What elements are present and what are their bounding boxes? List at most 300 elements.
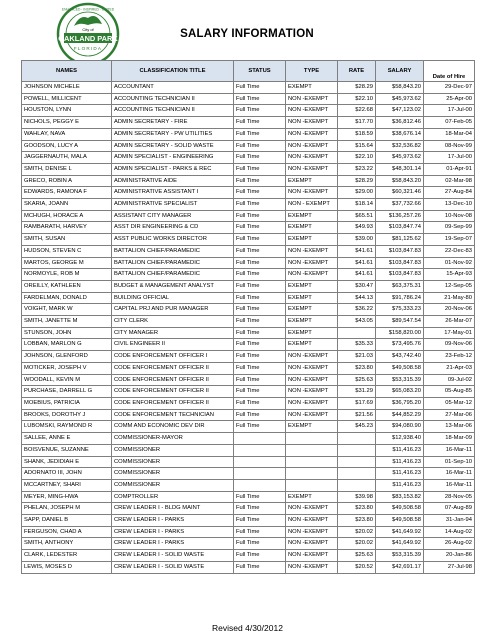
cell-rate: $43.05 (338, 316, 376, 328)
cell-date-of-hire: 02-Mar-98 (424, 175, 475, 187)
col-header-classification: CLASSIFICATION TITLE (112, 61, 234, 82)
cell-type: NON -EXEMPT (286, 269, 338, 281)
cell-type: NON -EXEMPT (286, 257, 338, 269)
cell-type: EXEMPT (286, 210, 338, 222)
cell-date-of-hire: 17-May-01 (424, 327, 475, 339)
cell-classification: COMM AND ECONOMIC DEV DIR (112, 421, 234, 433)
cell-name: SALLEE, ANNE E (22, 433, 112, 445)
cell-name: MOTICKER, JOSEPH V (22, 362, 112, 374)
cell-salary: $11,416.23 (376, 456, 424, 468)
cell-salary: $103,847.83 (376, 269, 424, 281)
col-header-names: NAMES (22, 61, 112, 82)
table-row (22, 386, 475, 398)
table-row (22, 93, 475, 105)
cell-type: NON -EXEMPT (286, 140, 338, 152)
cell-name: PHELAN, JOSEPH M (22, 503, 112, 515)
cell-name: ADORNATO III, JOHN (22, 468, 112, 480)
cell-status: Full Time (234, 316, 286, 328)
cell-name: EDWARDS, RAMONA F (22, 187, 112, 199)
cell-rate: $21.56 (338, 409, 376, 421)
cell-name: POWELL, MILLICENT (22, 93, 112, 105)
cell-status: Full Time (234, 82, 286, 94)
cell-status: Full Time (234, 257, 286, 269)
cell-date-of-hire: 13-Dec-10 (424, 199, 475, 211)
table-row (22, 479, 475, 491)
table-row (22, 491, 475, 503)
cell-type: EXEMPT (286, 175, 338, 187)
cell-status: Full Time (234, 538, 286, 550)
cell-classification: COMMISSIONER (112, 456, 234, 468)
cell-classification: CREW LEADER I - PARKS (112, 526, 234, 538)
cell-status (234, 479, 286, 491)
cell-status: Full Time (234, 234, 286, 246)
cell-rate: $44.13 (338, 292, 376, 304)
cell-date-of-hire: 05-Aug-85 (424, 386, 475, 398)
cell-classification: ASSISTANT CITY MANAGER (112, 210, 234, 222)
cell-type: NON - EXEMPT (286, 199, 338, 211)
cell-date-of-hire: 27-Mar-06 (424, 409, 475, 421)
table-row (22, 421, 475, 433)
cell-name: MEYER, MING-HWA (22, 491, 112, 503)
cell-type: NON -EXEMPT (286, 526, 338, 538)
logo-state-text: FLORIDA (73, 46, 103, 51)
cell-date-of-hire: 05-Mar-12 (424, 397, 475, 409)
cell-rate: $28.29 (338, 175, 376, 187)
cell-classification: CREW LEADER I - BLDG MAINT (112, 503, 234, 515)
cell-date-of-hire: 22-Dec-83 (424, 245, 475, 257)
cell-name: JOHNSON, GLENFORD (22, 351, 112, 363)
cell-status: Full Time (234, 362, 286, 374)
cell-date-of-hire: 15-Apr-93 (424, 269, 475, 281)
cell-type: NON -EXEMPT (286, 93, 338, 105)
table-row (22, 538, 475, 550)
cell-classification: CIVIL ENGINEER II (112, 339, 234, 351)
table-row (22, 128, 475, 140)
cell-status (234, 433, 286, 445)
cell-type: EXEMPT (286, 222, 338, 234)
cell-type: EXEMPT (286, 316, 338, 328)
cell-classification: ADMIN SECRETARY - SOLID WASTE (112, 140, 234, 152)
cell-classification: ADMIN SECRETARY - PW UTILITIES (112, 128, 234, 140)
cell-rate: $45.23 (338, 421, 376, 433)
cell-type: NON -EXEMPT (286, 397, 338, 409)
cell-salary: $36,795.20 (376, 397, 424, 409)
col-header-salary: SALARY (376, 61, 424, 82)
cell-type: EXEMPT (286, 280, 338, 292)
cell-date-of-hire: 23-Feb-12 (424, 351, 475, 363)
cell-rate: $22.10 (338, 152, 376, 164)
cell-classification: ASST PUBLIC WORKS DIRECTOR (112, 234, 234, 246)
cell-name: NORMOYLE, ROB M (22, 269, 112, 281)
cell-classification: CODE ENFORCEMENT OFFICER II (112, 386, 234, 398)
table-row (22, 292, 475, 304)
cell-status: Full Time (234, 199, 286, 211)
cell-status: Full Time (234, 117, 286, 129)
cell-type: NON -EXEMPT (286, 561, 338, 573)
cell-salary: $89,547.54 (376, 316, 424, 328)
cell-salary: $60,321.46 (376, 187, 424, 199)
cell-name: LEWIS, MOSES D (22, 561, 112, 573)
table-row (22, 105, 475, 117)
cell-salary: $73,495.76 (376, 339, 424, 351)
cell-salary: $83,153.82 (376, 491, 424, 503)
cell-status: Full Time (234, 128, 286, 140)
cell-type: EXEMPT (286, 304, 338, 316)
cell-name: VOIGHT, MARK W (22, 304, 112, 316)
cell-rate: $29.00 (338, 187, 376, 199)
cell-type: NON -EXEMPT (286, 351, 338, 363)
cell-salary: $36,812.46 (376, 117, 424, 129)
cell-type: NON -EXEMPT (286, 538, 338, 550)
cell-status: Full Time (234, 421, 286, 433)
cell-rate: $22.10 (338, 93, 376, 105)
cell-type: NON -EXEMPT (286, 386, 338, 398)
cell-salary: $38,676.14 (376, 128, 424, 140)
cell-status: Full Time (234, 105, 286, 117)
cell-classification: CODE ENFORCEMENT OFFICER II (112, 362, 234, 374)
cell-classification: CITY CLERK (112, 316, 234, 328)
cell-name: STUNSON, JOHN (22, 327, 112, 339)
col-header-rate: RATE (338, 61, 376, 82)
cell-date-of-hire: 08-Nov-99 (424, 140, 475, 152)
cell-rate: $49.93 (338, 222, 376, 234)
cell-salary: $53,315.39 (376, 374, 424, 386)
cell-classification: BATTALION CHIEF/PARAMEDIC (112, 269, 234, 281)
cell-type: EXEMPT (286, 339, 338, 351)
cell-status: Full Time (234, 491, 286, 503)
cell-type (286, 433, 338, 445)
cell-salary: $103,847.74 (376, 222, 424, 234)
cell-classification: ADMIN SECRETARY - FIRE (112, 117, 234, 129)
cell-date-of-hire: 28-Nov-05 (424, 491, 475, 503)
cell-classification: ACCOUNTING TECHNICIAN II (112, 93, 234, 105)
cell-type: EXEMPT (286, 292, 338, 304)
table-row (22, 339, 475, 351)
cell-salary: $58,843.20 (376, 82, 424, 94)
cell-date-of-hire: 17-Jul-00 (424, 152, 475, 164)
table-row (22, 304, 475, 316)
cell-rate (338, 327, 376, 339)
cell-status: Full Time (234, 93, 286, 105)
cell-classification: BATTALION CHIEF/PARAMEDIC (112, 245, 234, 257)
cell-rate: $20.02 (338, 526, 376, 538)
table-row (22, 175, 475, 187)
cell-status: Full Time (234, 339, 286, 351)
cell-status (234, 444, 286, 456)
page-title: SALARY INFORMATION (180, 28, 314, 40)
logo-small-text: City of (82, 27, 94, 32)
cell-rate: $21.03 (338, 351, 376, 363)
cell-type: NON -EXEMPT (286, 187, 338, 199)
cell-salary: $65,083.20 (376, 386, 424, 398)
cell-salary: $49,508.58 (376, 362, 424, 374)
cell-name: MCCARTNEY, SHARI (22, 479, 112, 491)
cell-date-of-hire: 20-Jan-86 (424, 550, 475, 562)
cell-type (286, 479, 338, 491)
cell-date-of-hire: 19-Sep-07 (424, 234, 475, 246)
cell-salary: $45,973.62 (376, 152, 424, 164)
cell-date-of-hire: 09-Jul-02 (424, 374, 475, 386)
cell-salary: $136,257.26 (376, 210, 424, 222)
cell-salary: $43,742.40 (376, 351, 424, 363)
cell-rate: $30.47 (338, 280, 376, 292)
cell-salary: $41,649.92 (376, 538, 424, 550)
cell-classification: CODE ENFORCEMENT OFFICER II (112, 397, 234, 409)
cell-date-of-hire: 09-Sep-99 (424, 222, 475, 234)
cell-rate: $20.52 (338, 561, 376, 573)
cell-name: SMITH, SUSAN (22, 234, 112, 246)
cell-rate: $23.80 (338, 362, 376, 374)
cell-date-of-hire: 07-Aug-89 (424, 503, 475, 515)
cell-rate (338, 479, 376, 491)
logo-top-text: ENHANCED · INSPIRED · UNITED (61, 7, 115, 12)
cell-rate: $39.98 (338, 491, 376, 503)
table-row (22, 362, 475, 374)
cell-status: Full Time (234, 351, 286, 363)
cell-rate (338, 456, 376, 468)
cell-status: Full Time (234, 163, 286, 175)
cell-name: MOEBIUS, PATRICIA (22, 397, 112, 409)
cell-name: SHANK, JEDIDIAH E (22, 456, 112, 468)
cell-status: Full Time (234, 397, 286, 409)
table-row (22, 468, 475, 480)
cell-salary: $58,843.20 (376, 175, 424, 187)
cell-salary: $49,508.58 (376, 503, 424, 515)
cell-name: SMITH, ANTHONY (22, 538, 112, 550)
cell-name: WOODALL, KEVIN M (22, 374, 112, 386)
cell-salary: $53,315.39 (376, 550, 424, 562)
cell-salary: $32,536.82 (376, 140, 424, 152)
cell-salary: $49,508.58 (376, 515, 424, 527)
cell-rate: $18.14 (338, 199, 376, 211)
city-logo (56, 2, 120, 66)
cell-date-of-hire: 14-Aug-02 (424, 526, 475, 538)
cell-name: SKARIA, JOANN (22, 199, 112, 211)
table-row (22, 199, 475, 211)
cell-status: Full Time (234, 409, 286, 421)
cell-status: Full Time (234, 269, 286, 281)
table-row (22, 245, 475, 257)
table-row (22, 561, 475, 573)
cell-classification: COMMISSIONER-MAYOR (112, 433, 234, 445)
cell-classification: CITY MANAGER (112, 327, 234, 339)
cell-classification: ADMINISTRATIVE ASSISTANT I (112, 187, 234, 199)
cell-salary: $12,938.40 (376, 433, 424, 445)
cell-classification: CREW LEADER I - PARKS (112, 538, 234, 550)
cell-date-of-hire: 21-May-80 (424, 292, 475, 304)
cell-type: NON -EXEMPT (286, 152, 338, 164)
col-header-date-of-hire: Date of Hire (424, 61, 475, 82)
cell-date-of-hire: 13-Mar-06 (424, 421, 475, 433)
cell-date-of-hire: 12-Sep-05 (424, 280, 475, 292)
table-row (22, 515, 475, 527)
logo-city-text: OAKLAND PARK (58, 34, 118, 44)
table-row (22, 140, 475, 152)
cell-classification: ADMINISTRATIVE SPECIALIST (112, 199, 234, 211)
cell-status: Full Time (234, 210, 286, 222)
cell-date-of-hire: 16-Mar-11 (424, 444, 475, 456)
cell-type: NON -EXEMPT (286, 105, 338, 117)
cell-date-of-hire: 07-Feb-05 (424, 117, 475, 129)
cell-rate: $25.63 (338, 550, 376, 562)
cell-type: EXEMPT (286, 421, 338, 433)
cell-classification: CODE ENFORCEMENT TECHNICIAN (112, 409, 234, 421)
table-row (22, 397, 475, 409)
cell-classification: COMPTROLLER (112, 491, 234, 503)
cell-name: WAHLAY, NAVA (22, 128, 112, 140)
cell-salary: $63,375.31 (376, 280, 424, 292)
cell-rate (338, 444, 376, 456)
cell-name: FARDELMAN, DONALD (22, 292, 112, 304)
cell-date-of-hire: 01-Apr-91 (424, 163, 475, 175)
cell-name: GOODSON, LUCY A (22, 140, 112, 152)
cell-salary: $103,847.83 (376, 257, 424, 269)
cell-type: EXEMPT (286, 491, 338, 503)
cell-classification: ASST DIR ENGINEERING & CD (112, 222, 234, 234)
table-row (22, 433, 475, 445)
cell-status: Full Time (234, 526, 286, 538)
cell-rate: $17.69 (338, 397, 376, 409)
table-row (22, 222, 475, 234)
table-row (22, 280, 475, 292)
table-row (22, 117, 475, 129)
cell-classification: ADMIN SPECIALIST - PARKS & REC (112, 163, 234, 175)
table-row (22, 316, 475, 328)
cell-classification: CREW LEADER I - SOLID WASTE (112, 561, 234, 573)
cell-date-of-hire: 25-Apr-00 (424, 93, 475, 105)
cell-status: Full Time (234, 327, 286, 339)
table-row (22, 456, 475, 468)
table-row (22, 503, 475, 515)
cell-name: SMITH, DENISE L (22, 163, 112, 175)
cell-classification: ADMINISTRATIVE AIDE (112, 175, 234, 187)
cell-status: Full Time (234, 304, 286, 316)
cell-status: Full Time (234, 561, 286, 573)
cell-status: Full Time (234, 280, 286, 292)
cell-classification: BATTALION CHIEF/PARAMEDIC (112, 257, 234, 269)
cell-name: GRECO, ROBIN A (22, 175, 112, 187)
cell-date-of-hire: 01-Sep-10 (424, 456, 475, 468)
cell-rate: $23.22 (338, 163, 376, 175)
cell-rate (338, 468, 376, 480)
cell-type: NON -EXEMPT (286, 362, 338, 374)
cell-salary: $48,301.14 (376, 163, 424, 175)
cell-salary: $158,820.00 (376, 327, 424, 339)
cell-rate: $41.61 (338, 257, 376, 269)
cell-classification: ACCOUNTING TECHNICIAN II (112, 105, 234, 117)
cell-salary: $11,416.23 (376, 444, 424, 456)
cell-rate: $25.63 (338, 374, 376, 386)
table-header-row (22, 61, 475, 82)
table-row (22, 257, 475, 269)
table-row (22, 269, 475, 281)
cell-status: Full Time (234, 374, 286, 386)
cell-date-of-hire: 16-Mar-11 (424, 479, 475, 491)
cell-type: NON -EXEMPT (286, 163, 338, 175)
cell-rate: $15.64 (338, 140, 376, 152)
table-row (22, 327, 475, 339)
cell-salary: $44,852.29 (376, 409, 424, 421)
cell-classification: CAPITAL PRJ AND PUR MANAGER (112, 304, 234, 316)
cell-classification: CODE ENFORCEMENT OFFICER II (112, 374, 234, 386)
cell-type: EXEMPT (286, 234, 338, 246)
cell-salary: $41,649.92 (376, 526, 424, 538)
cell-name: BROOKS, DOROTHY J (22, 409, 112, 421)
cell-name: HOUSTON, LYNN (22, 105, 112, 117)
cell-rate: $23.80 (338, 515, 376, 527)
cell-name: PURCHASE, DARRELL G (22, 386, 112, 398)
cell-date-of-hire: 18-Mar-09 (424, 433, 475, 445)
cell-salary: $11,416.23 (376, 479, 424, 491)
table-row (22, 444, 475, 456)
cell-classification: ACCOUNTANT (112, 82, 234, 94)
cell-type (286, 468, 338, 480)
cell-date-of-hire: 17-Jul-00 (424, 105, 475, 117)
cell-name: MARTOS, GEORGE M (22, 257, 112, 269)
cell-name: FERGUSON, CHAD A (22, 526, 112, 538)
cell-date-of-hire: 26-Aug-02 (424, 538, 475, 550)
cell-name: CLARK, LEDESTER (22, 550, 112, 562)
cell-status: Full Time (234, 292, 286, 304)
cell-classification: BUILDING OFFICIAL (112, 292, 234, 304)
cell-rate: $22.68 (338, 105, 376, 117)
cell-salary: $47,123.02 (376, 105, 424, 117)
table-row (22, 351, 475, 363)
cell-rate: $28.29 (338, 82, 376, 94)
cell-name: NICHOLS, PEGGY E (22, 117, 112, 129)
cell-salary: $45,973.62 (376, 93, 424, 105)
cell-salary: $103,847.83 (376, 245, 424, 257)
table-row (22, 82, 475, 94)
cell-date-of-hire: 16-Mar-11 (424, 468, 475, 480)
cell-name: SAPP, DANIEL B (22, 515, 112, 527)
table-row (22, 152, 475, 164)
cell-type: NON -EXEMPT (286, 409, 338, 421)
cell-name: RAMBARATH, HARVEY (22, 222, 112, 234)
cell-status: Full Time (234, 515, 286, 527)
cell-classification: CREW LEADER I - SOLID WASTE (112, 550, 234, 562)
table-row (22, 210, 475, 222)
cell-rate: $31.29 (338, 386, 376, 398)
cell-rate: $65.51 (338, 210, 376, 222)
cell-date-of-hire: 01-Nov-92 (424, 257, 475, 269)
cell-salary: $11,416.23 (376, 468, 424, 480)
cell-classification: CREW LEADER I - PARKS (112, 515, 234, 527)
cell-rate (338, 433, 376, 445)
cell-type: NON -EXEMPT (286, 503, 338, 515)
table-row (22, 409, 475, 421)
cell-rate: $18.59 (338, 128, 376, 140)
cell-type: NON -EXEMPT (286, 550, 338, 562)
cell-date-of-hire: 31-Jan-94 (424, 515, 475, 527)
cell-status (234, 456, 286, 468)
cell-classification: BUDGET & MANAGEMENT ANALYST (112, 280, 234, 292)
cell-type: NON -EXEMPT (286, 128, 338, 140)
cell-name: SMITH, JANETTE M (22, 316, 112, 328)
col-header-type: TYPE (286, 61, 338, 82)
cell-rate: $41.61 (338, 269, 376, 281)
cell-date-of-hire: 26-Mar-07 (424, 316, 475, 328)
cell-status (234, 468, 286, 480)
cell-rate: $23.80 (338, 503, 376, 515)
cell-name: JOHNSON MICHELE (22, 82, 112, 94)
cell-status: Full Time (234, 175, 286, 187)
cell-salary: $81,125.62 (376, 234, 424, 246)
table-row (22, 163, 475, 175)
cell-classification: COMMISSIONER (112, 444, 234, 456)
cell-type: EXEMPT (286, 327, 338, 339)
cell-date-of-hire: 29-Dec-97 (424, 82, 475, 94)
